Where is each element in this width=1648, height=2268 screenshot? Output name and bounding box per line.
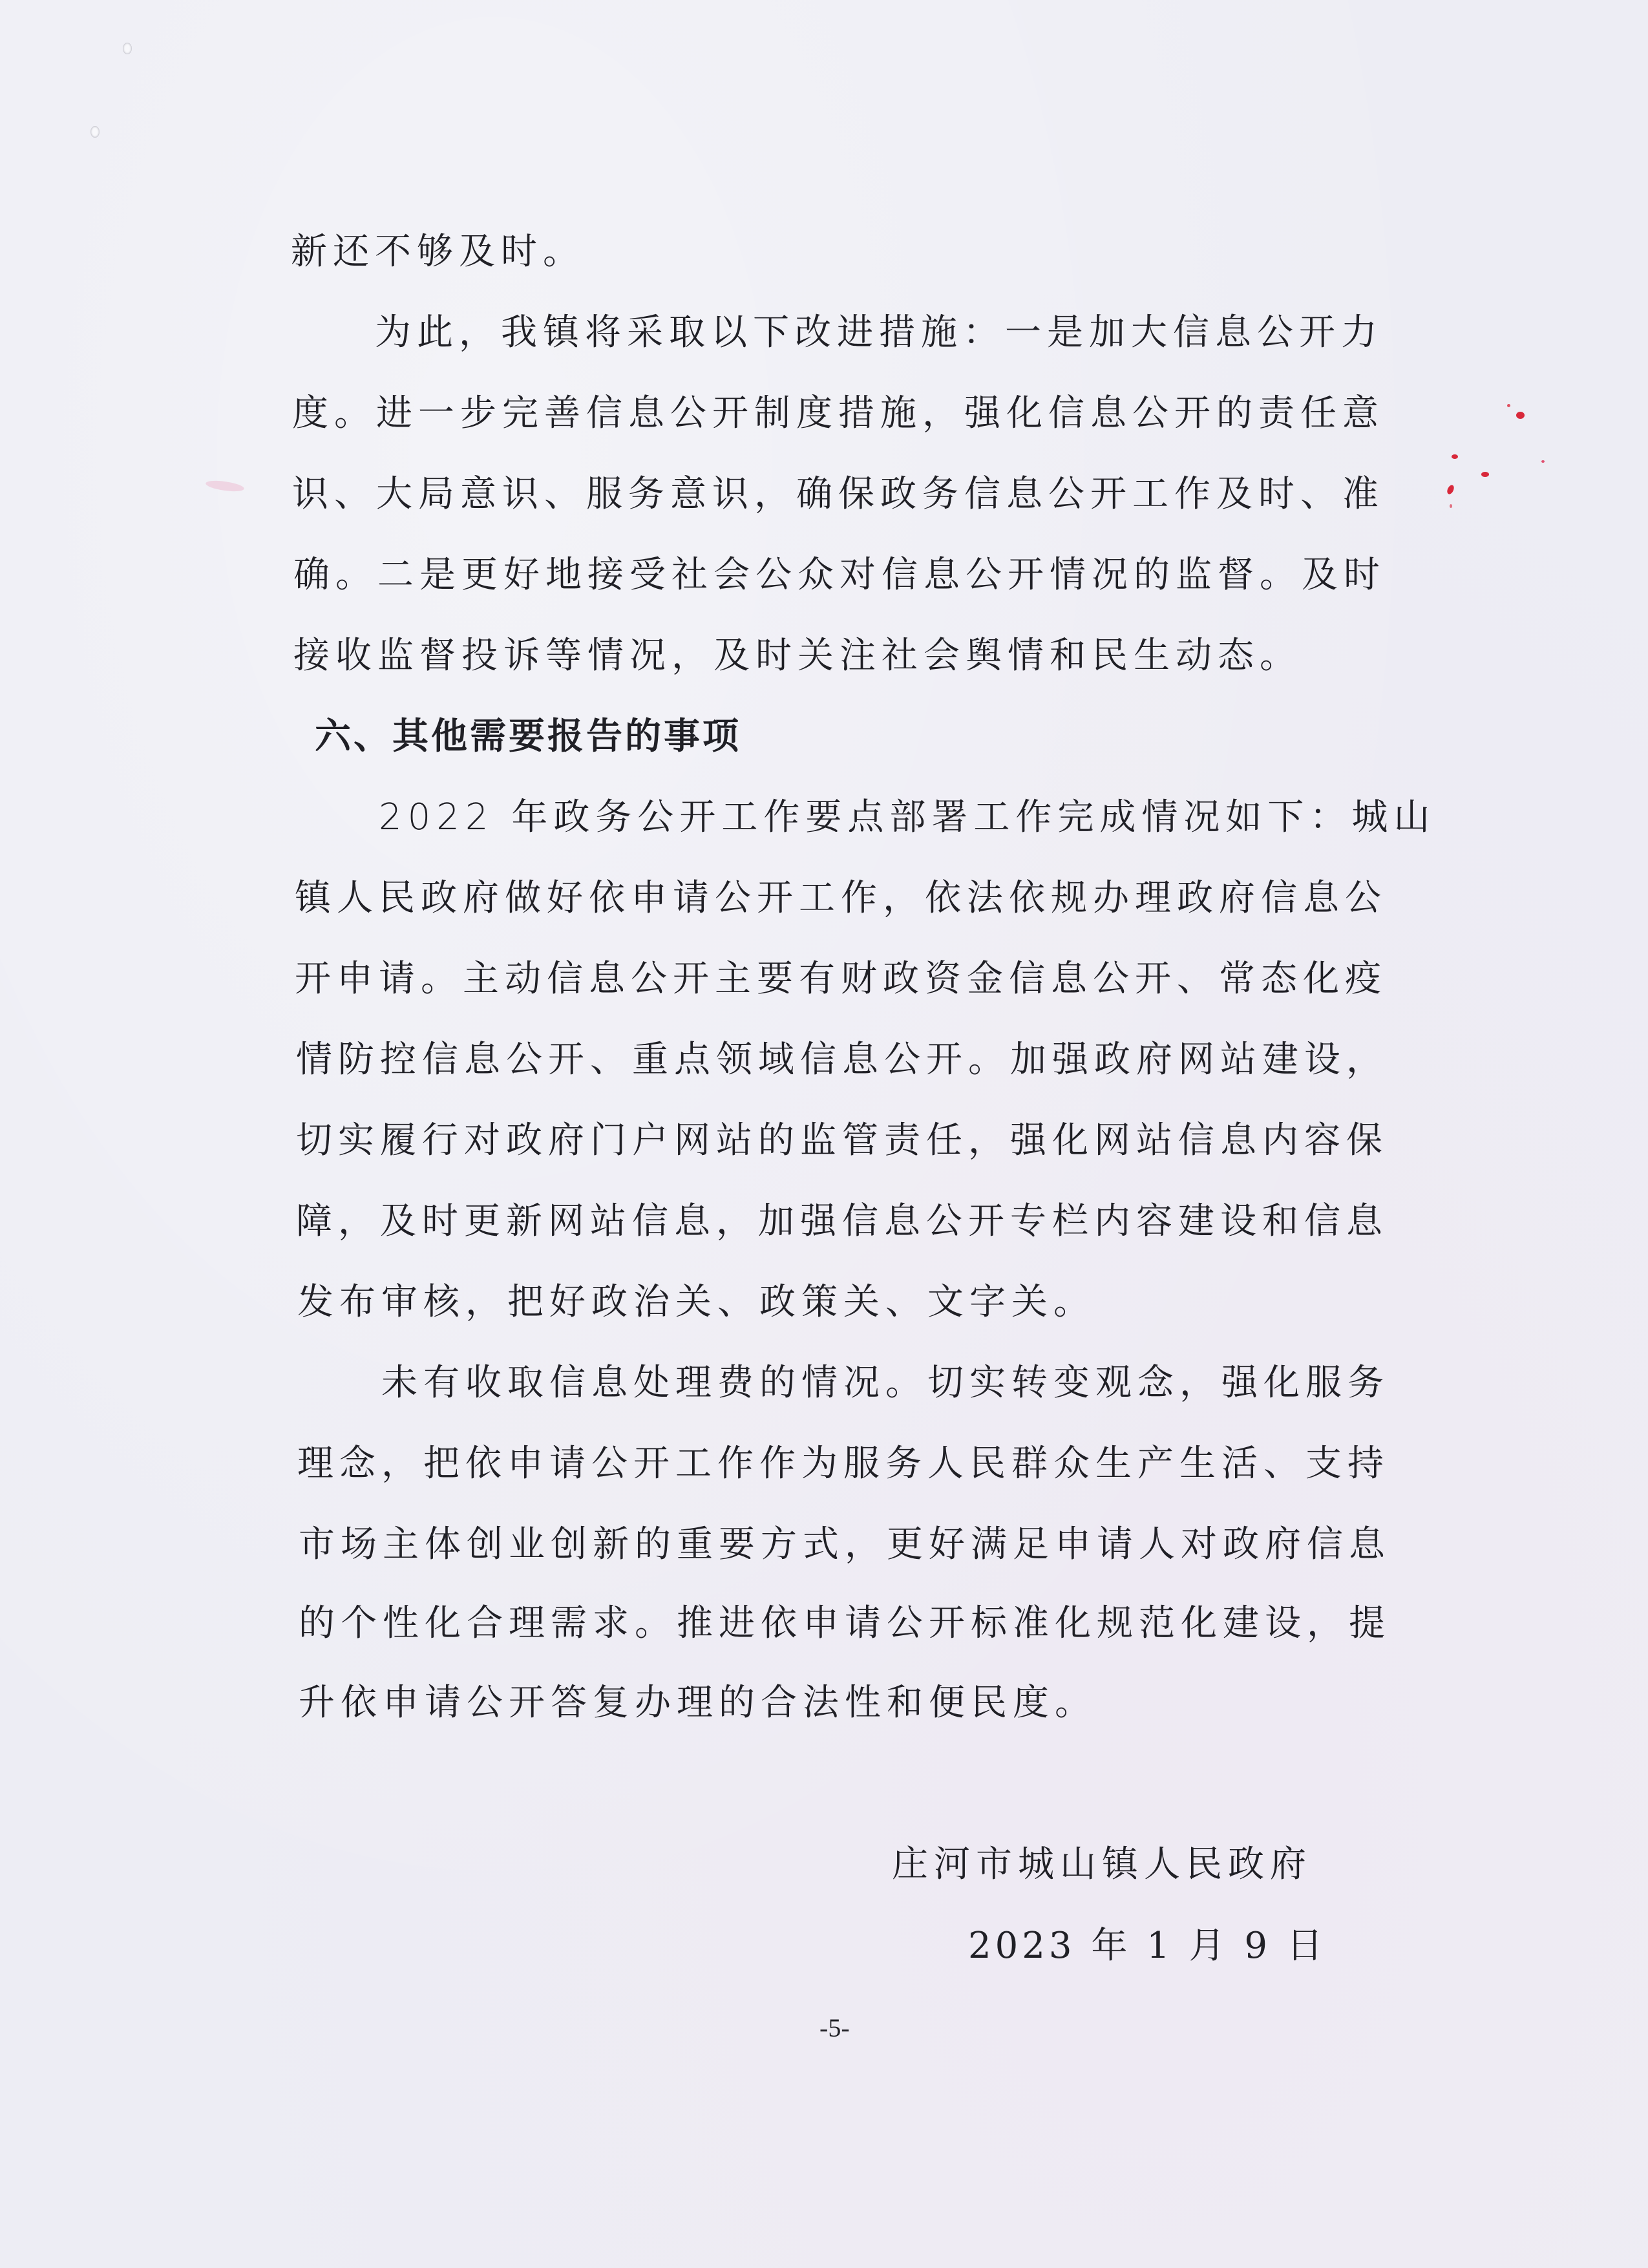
body-line: 度。进一步完善信息公开制度措施，强化信息公开的责任意 (292, 392, 1384, 434)
punch-hole-mark (90, 126, 100, 138)
seal-residue-speck (1507, 404, 1510, 407)
signature-date: 2023 年 1 月 9 日 (968, 1925, 1327, 1967)
signature-organization: 庄河市城山镇人民政府 (892, 1843, 1312, 1885)
page-number: -5- (819, 2013, 850, 2042)
punch-hole-mark (123, 43, 132, 54)
seal-residue-speck (1450, 504, 1452, 508)
body-line: 开申请。主动信息公开主要有财政资金信息公开、常态化疫 (295, 958, 1387, 1000)
seal-residue-speck (1541, 460, 1545, 463)
seal-residue-speck (1481, 472, 1489, 477)
section-heading: 六、其他需要报告的事项 (315, 715, 741, 758)
body-line: 障，及时更新网站信息，加强信息公开专栏内容建设和信息 (296, 1200, 1388, 1242)
body-line: 镇人民政府做好依申请公开工作，依法依规办理政府信息公 (295, 877, 1387, 919)
seal-residue-speck (1452, 454, 1458, 459)
body-line: 切实履行对政府门户网站的监管责任，强化网站信息内容保 (296, 1119, 1388, 1161)
body-line-indented: 为此，我镇将采取以下改进措施：一是加大信息公开力 (375, 312, 1383, 354)
body-line-indented: 未有收取信息处理费的情况。切实转变观念，强化服务 (381, 1362, 1389, 1404)
body-line: 接收监督投诉等情况，及时关注社会舆情和民生动态。 (293, 635, 1302, 677)
body-line-indented: 2022 年政务公开工作要点部署工作完成情况如下：城山 (379, 796, 1436, 838)
body-line: 确。二是更好地接受社会公众对信息公开情况的监督。及时 (293, 554, 1386, 596)
body-line: 升依申请公开答复办理的合法性和便民度。 (299, 1682, 1097, 1724)
body-line: 市场主体创业创新的重要方式，更好满足申请人对政府信息 (299, 1523, 1391, 1565)
seal-residue-speck (1446, 484, 1455, 495)
body-line: 新还不够及时。 (291, 231, 585, 273)
body-line: 情防控信息公开、重点领域信息公开。加强政府网站建设， (296, 1039, 1388, 1081)
body-line: 发布审核，把好政治关、政策关、文字关。 (297, 1281, 1095, 1323)
body-line: 的个性化合理需求。推进依申请公开标准化规范化建设，提 (299, 1602, 1391, 1644)
body-line: 理念，把依申请公开工作作为服务人民群众生产生活、支持 (297, 1443, 1389, 1485)
body-line: 识、大局意识、服务意识，确保政务信息公开工作及时、准 (292, 473, 1384, 515)
seal-residue-speck (1516, 412, 1525, 419)
ink-smudge (205, 479, 244, 493)
